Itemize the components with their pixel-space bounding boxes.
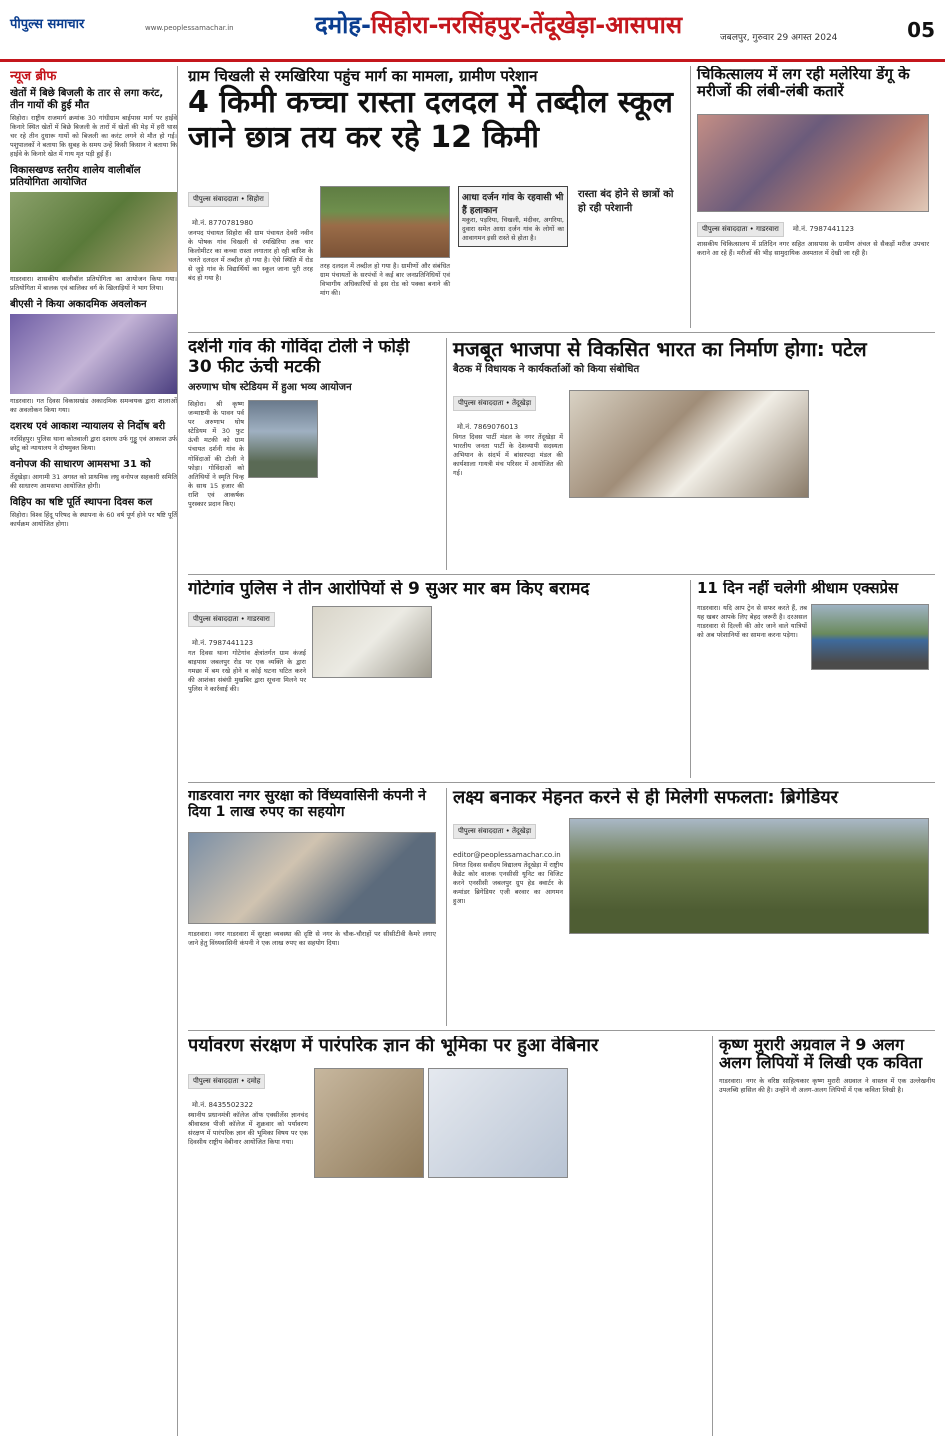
train-photo xyxy=(811,604,929,670)
story-kicker: ग्राम चिखली से रमखिरिया पहुंच मार्ग का मामला, ग्रामीण परेशान xyxy=(188,67,538,85)
brief-item xyxy=(10,88,177,159)
story-road xyxy=(188,66,678,328)
story-body: गाडरवारा। यदि आप ट्रेन से सफर करते हैं, तब यह खबर आपके लिए बेहद जरूरी है। दरअसल गाडरवारा से दिल्ली की ओर जाने वाले यात्रियों को अब परेशानियों का सामना करना पड़ेगा। xyxy=(697,604,807,640)
story-headline: 4 किमी कच्चा रास्ता दलदल में तब्दील स्कूल जाने छात्र तय कर रहे 12 किमी xyxy=(188,85,673,155)
brief-title: न्यूज ब्रीफ xyxy=(10,69,57,84)
meeting-photo xyxy=(569,390,809,498)
section-title xyxy=(315,8,682,41)
story-body: गाडरवारा। नगर के वरिष्ठ साहित्यकार कृष्ण मुरारी अग्रवाल ने वास्तव में एक उल्लेखनीय उपलब्धि हासिल की है। उन्होंने नौ अलग-अलग लिपियों में एक कविता लिखी है। xyxy=(719,1076,935,1094)
story-sub: बैठक में विधायक ने कार्यकर्ताओं को किया संबोधित xyxy=(453,364,640,375)
brief-headline: खेतों में बिछे बिजली के तार से लगा करंट, तीन गायों की हुई मौत xyxy=(10,88,164,111)
masthead xyxy=(0,0,945,62)
section-title-a: दमोह- xyxy=(315,11,372,39)
story-poet xyxy=(712,1036,935,1436)
story-body-col xyxy=(453,390,563,478)
divider xyxy=(188,1030,935,1031)
story-body: जनपद पंचायत सिहोरा की ग्राम पंचायत देवरी नवीन के पोषक गांव चिखली से रमखिरिया तक चार किलोमीटर का कच्चा रास्ता लगातार हो रही बारिश के चलते दलदल में तब्दील हो गया है। ऐसे स्थिति में रोड से जुड़े गांव के विद्यार्थियों का स्कूल जाना पूरी तरह बंद हो गया है। xyxy=(188,229,313,283)
story-sub: अरुणाभ घोष स्टेडियम में हुआ भव्य आयोजन xyxy=(188,382,352,394)
brief-item xyxy=(10,497,177,529)
story-headline: पर्यावरण संरक्षण में पारंपरिक ज्ञान की भूमिका पर हुआ वेबिनार xyxy=(188,1036,599,1056)
story-train xyxy=(690,580,935,778)
story-subhead: रास्ता बंद होने से छात्रों को हो रही परेशानी xyxy=(578,189,674,214)
brief-text: गाडरवारा। गत दिवस विकासखंड अकादमिक समन्वयक द्वारा शालाओं का अवलोकन किया गया। xyxy=(10,396,177,414)
brief-text: नरसिंहपुर। पुलिस थाना कोतवाली द्वारा दशरथ उर्फ गुड्डू एवं आकाश उर्फ छोटू को न्यायालय ने दोषमुक्त किया। xyxy=(10,434,177,452)
box-text: मकुरा, पड़रिया, चिखली, मंदीवर, अगरिया, दुवारा समेत आधा दर्जन गांव के लोगों का आवागमन इसी रास्ते से होता है। xyxy=(462,216,564,243)
brief-headline: विहिप का षष्टि पूर्ति स्थापना दिवस कल xyxy=(10,496,153,508)
brief-headline: बीएसी ने किया अकादमिक अवलोकन xyxy=(10,298,147,310)
story-dahi-handi xyxy=(188,338,438,570)
cheque-handover-photo xyxy=(188,832,436,924)
divider xyxy=(188,782,935,783)
story-body: सिहोरा। श्री कृष्ण जन्माष्टमी के पावन पर्व पर अरुणाभ घोष स्टेडियम में 30 फुट ऊंची मटकी को ग्राम पंचायत दर्शनी गांव के गोविंदाओं की टोली ने फोड़ा। गोविंदाओं को अतिथियों ने स्मृति चिन्ह के साथ 15 हजार की राशि एवं आकर्षक पुरस्कार प्रदान किए। xyxy=(188,400,244,509)
mobile-number: मो.नं. 8435502322 xyxy=(192,1101,254,1109)
story-headline: 11 दिन नहीं चलेगी श्रीधाम एक्सप्रेस xyxy=(697,580,899,597)
story-body-col xyxy=(697,216,929,258)
brief-item xyxy=(10,299,177,415)
story-cheque xyxy=(188,788,438,1026)
story-headline: कृष्ण मुरारी अग्रवाल ने 9 अलग अलग लिपियों में लिखी एक कविता xyxy=(719,1036,923,1073)
dahi-handi-photo xyxy=(248,400,318,478)
story-webinar xyxy=(188,1036,703,1436)
ncc-cadets-photo xyxy=(569,818,929,934)
sidebar-box xyxy=(458,186,568,247)
story-ncc xyxy=(446,788,935,1026)
story-headline: गाडरवारा नगर सुरक्षा को विंध्यवासिनी कंपनी ने दिया 1 लाख रुपए का सहयोग xyxy=(188,788,426,821)
story-body-col xyxy=(188,186,313,284)
story-headline: मजबूत भाजपा से विकसित भारत का निर्माण होगा: पटेल xyxy=(453,338,867,361)
webinar-screen-photo xyxy=(428,1068,568,1178)
brief-text: गाडरवारा। शासकीय वालीबॉल प्रतियोगिता का आयोजन किया गया। प्रतियोगिता में बालक एवं बालिका वर्ग के खिलाड़ियों ने भाग लिया। xyxy=(10,274,177,292)
story-headline: चिकित्सालय में लग रही मलेरिया डेंगू के मरीजों की लंबी-लंबी कतारें xyxy=(697,66,910,101)
classroom-photo xyxy=(10,314,177,394)
divider xyxy=(188,332,935,333)
mobile-number: मो.नं. 7869076013 xyxy=(457,423,519,431)
section-title-b: सिहोरा-नरसिंहपुर-तेंदूखेड़ा-आसपास xyxy=(371,11,683,39)
story-headline: दर्शनी गांव की गोविंदा टोली ने फोड़ी 30 फीट ऊंची मटकी xyxy=(188,338,410,377)
story-pig-bomb xyxy=(188,580,685,778)
site-url[interactable]: www.peoplessamachar.in xyxy=(145,24,234,32)
story-body: विगत दिवस सर्वोदय विद्यालय तेंदूखेड़ा में राष्ट्रीय कैडेट कोर वालक एनसीसी यूनिट का विजिट करने एनसीसी जबलपुर ग्रुप हेड क्वार्टर के कमांडर ब्रिगेडियर एजी बरवार का आगमन हुआ। xyxy=(453,861,563,906)
brief-text: सिहोरा। विश्व हिंदू परिषद के स्थापना के 60 वर्ष पूर्ण होने पर षष्टि पूर्ति कार्यक्रम आयोजित होगा। xyxy=(10,510,177,528)
story-body-col xyxy=(188,1068,308,1147)
story-body: गत दिवस थाना गोटेगांव क्षेत्रांतर्गत ग्राम कंजई बाइपास जबलपुर रोड पर एक व्यक्ति के द्वारा गमछा में बम रखे होने व कोई घटना घटित करने की आशंका संबंधी मुखबिर द्वारा सूचना मिलने पर पुलिस ने कार्रवाई की। xyxy=(188,649,306,694)
story-body: गाडरवारा। नगर गाडरवारा में सुरक्षा व्यवस्था की दृष्टि से नगर के चौक-चौराहों पर सीसीटीवी कैमरे लगाए जाने हेतु विंध्यवासिनी कंपनी ने एक लाख रुपए का सहयोग दिया। xyxy=(188,930,436,948)
story-body: स्थानीय प्रधानमंत्री कॉलेज ऑफ एक्सीलेंस ज्ञानचंद श्रीवास्तव पीजी कॉलेज में शुक्रवार को पर्यावरण संरक्षण में पारंपरिक ज्ञान की भूमिका विषय पर एक दिवसीय राष्ट्रीय वेबीनार आयोजित किया गया। xyxy=(188,1111,308,1147)
muddy-road-photo xyxy=(320,186,450,258)
mobile-number: मो.नं. 7987441123 xyxy=(192,639,254,647)
byline: पीपुल्स संवाददाता • गाडरवारा xyxy=(697,222,784,237)
story-bjp xyxy=(446,338,935,570)
hospital-queue-photo xyxy=(697,114,929,212)
brief-item xyxy=(10,459,177,491)
byline: पीपुल्स संवाददाता • सिहोरा xyxy=(188,192,269,207)
divider xyxy=(188,574,935,575)
volleyball-photo xyxy=(10,192,177,272)
byline: पीपुल्स संवाददाता • गाडरवारा xyxy=(188,612,275,627)
brief-text: तेंदूखेड़ा। आगामी 31 अगस्त को प्राथमिक लघु वनोपज सहकारी समिति की साधारण आमसभा आयोजित होगी। xyxy=(10,472,177,490)
byline: पीपुल्स संवाददाता • दमोह xyxy=(188,1074,265,1089)
brief-headline: दशरथ एवं आकाश न्यायालय से निर्दोष बरी xyxy=(10,420,166,432)
byline: पीपुल्स संवाददाता • तेंदूखेड़ा xyxy=(453,396,536,411)
brief-headline: वनोपज की साधारण आमसभा 31 को xyxy=(10,458,151,470)
mobile-number: मो.नं. 8770781980 xyxy=(192,219,254,227)
brief-item xyxy=(10,421,177,453)
seized-bombs-photo xyxy=(312,606,432,678)
brief-text: सिहोरा। राष्ट्रीय राजमार्ग क्रमांक 30 गांधीग्राम बाईपास मार्ग पर हाईवे किनारे स्थित खेतों में बिछे बिजली के तारों में खेतों की मेड़ में हरी घास चर रहे तीन दुधारू गायों को बिजली का करंट लगने से मौत हो गई। पशुपालकों ने बताया कि सुबह के समय उन्हें किसी किसान ने बताया कि हाईवे के किनारे खेत में गाय मृत पड़ी हुई हैं। xyxy=(10,114,177,158)
page-number: 05 xyxy=(907,18,935,42)
story-body: शासकीय चिकित्सालय में प्रतिदिन नगर सहित आसपास के ग्रामीण अंचल से सैकड़ों मरीज उपचार कराने आ रहे हैं। मरीजों की भीड़ सामुदायिक अस्पताल में देखी जा रही है। xyxy=(697,240,929,258)
story-headline: गोटेगांव पुलिस ने तीन आरोपियों से 9 सुअर मार बम किए बरामद xyxy=(188,580,590,599)
speaker-photo xyxy=(314,1068,424,1178)
brief-item xyxy=(10,165,177,293)
mobile-number: मो.नं. 7987441123 xyxy=(792,225,854,233)
byline: पीपुल्स संवाददाता • तेंदूखेड़ा xyxy=(453,824,536,839)
story-body-col xyxy=(453,818,563,906)
photo-caption: तरह दलदल में तब्दील हो गया है। ग्रामीणों और संबंधित ग्राम पंचायतों के सरपंचों ने कई बार जनप्रतिनिधियों एवं विभागीय अधिकारियों से इस रोड को पक्का बनाने की मांग की। xyxy=(320,262,450,298)
news-brief-column xyxy=(10,66,178,1436)
story-malaria xyxy=(690,66,935,328)
dateline: जबलपुर, गुरुवार 29 अगस्त 2024 xyxy=(720,33,838,43)
box-title: आधा दर्जन गांव के रहवासी भी हैं हलाकान xyxy=(462,193,564,216)
story-headline: लक्ष्य बनाकर मेहनत करने से ही मिलेगी सफलता: ब्रिगेडियर xyxy=(453,788,839,808)
editor-email[interactable]: editor@peoplessamachar.co.in xyxy=(453,851,561,859)
story-body: विगत दिवस पार्टी मंडल के नगर तेंदूखेड़ा में भारतीय जनता पार्टी के देशव्यापी सदस्यता अभियान के संदर्भ में बांसरपदा मंडल की कार्यशाला गायत्री मंच परिसर में आयोजित की गई। xyxy=(453,433,563,478)
brief-headline: विकासखण्ड स्तरीय शालेय वालीबॉल प्रतियोगिता आयोजित xyxy=(10,164,141,188)
story-body-col xyxy=(188,606,306,694)
newspaper-logo: पीपुल्स समाचार xyxy=(10,17,85,32)
